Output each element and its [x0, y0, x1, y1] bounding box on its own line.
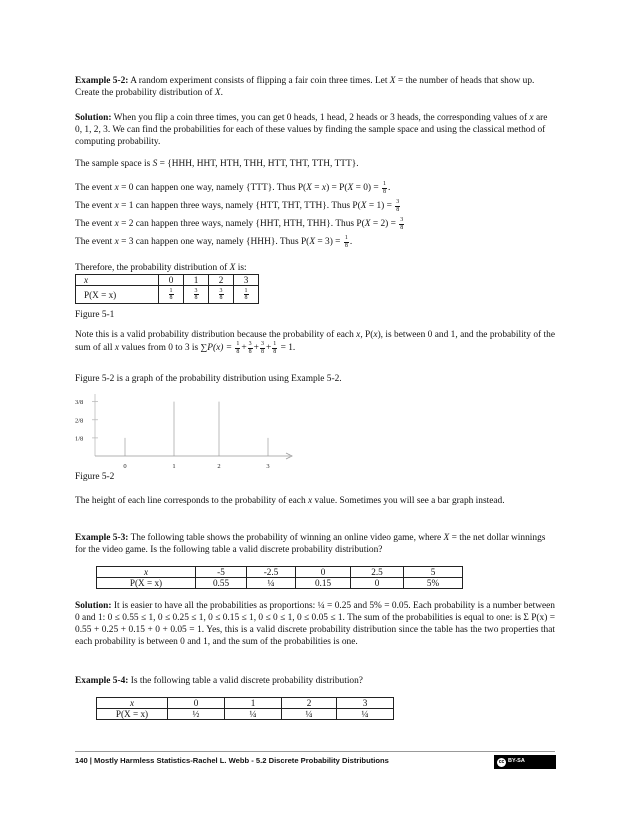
- denominator: 8: [396, 206, 400, 213]
- equals-one: = 1.: [280, 343, 296, 354]
- text: = 1 can happen three ways, namely {HTT, THT, TTH}. Thus P(: [118, 201, 361, 212]
- table-cell: ¼: [225, 709, 282, 720]
- table-cell: 3: [234, 275, 259, 286]
- denominator: 8: [273, 348, 277, 355]
- table-cell: ¼: [282, 709, 337, 720]
- example-5-4-paragraph: [75, 675, 555, 687]
- sum-expression: ∑P(x) =: [200, 343, 235, 354]
- text: values from 0 to 3 is: [119, 343, 201, 354]
- text: A random experiment consists of flipping a fair coin three times. Let: [128, 76, 390, 86]
- example-label: Example 5-3:: [75, 533, 129, 543]
- table-cell: 1: [225, 698, 282, 709]
- denominator: 8: [169, 295, 173, 301]
- var: X: [364, 219, 371, 230]
- var: x: [114, 237, 119, 248]
- var: X: [309, 237, 316, 248]
- text: = 0) =: [353, 183, 381, 194]
- probability-line-chart: [72, 392, 302, 478]
- table-cell: P(X = x): [97, 709, 168, 720]
- numerator: 1: [273, 341, 277, 348]
- var: x: [114, 201, 119, 212]
- text: = the number of heads that show up. Create the probability distribution of: [75, 76, 535, 99]
- table-cell: 0: [351, 578, 404, 589]
- table-cell: 0: [296, 567, 351, 578]
- text: are 0, 1, 2, 3. We can find the probabilities for each of these values by finding the sample space and using the classical method of computing probability.: [75, 113, 548, 148]
- table-cell: ¼: [247, 578, 296, 589]
- text: = 1) =: [366, 201, 395, 212]
- license-text: BY-SA: [508, 758, 525, 765]
- x-tick-label: 0: [123, 463, 127, 470]
- var: X: [389, 76, 396, 86]
- var: S: [152, 159, 158, 169]
- table-cell: 2: [209, 275, 234, 286]
- numerator: 3: [248, 341, 252, 348]
- table-cell: x: [76, 275, 159, 286]
- text: = {HHH, HHT, HTH, THH, HTT, THT, TTH, TTT}.: [157, 159, 359, 169]
- text: = 2) =: [370, 219, 399, 230]
- table-cell: 1: [184, 275, 209, 286]
- text: When you flip a coin three times, you can get 0 heads, 1 head, 2 heads or 3 heads, the corresponding values of: [111, 113, 530, 123]
- fraction: [219, 288, 224, 302]
- var: x: [321, 183, 327, 194]
- denominator: 8: [236, 348, 240, 355]
- example-5-2-paragraph: [75, 75, 555, 99]
- event-line: The event x = 0 can happen one way, namely {TTT}. Thus P(X = x) = P(X = 0) = $\frac{1}{8}$ .: [75, 181, 391, 195]
- sample-space-line: [75, 158, 359, 170]
- y-tick-label: 3/8: [75, 399, 84, 407]
- text: The sample space is: [75, 159, 153, 169]
- note-paragraph: [75, 329, 555, 355]
- solution-5-3-paragraph: [75, 600, 555, 648]
- text: = 0 can happen one way, namely {TTT}. Thus P(: [118, 183, 307, 194]
- var: X: [229, 263, 236, 273]
- figure-caption: Figure 5-2: [75, 472, 115, 482]
- table-cell: [234, 286, 259, 304]
- text: The following table shows the probability of winning an online video game, where: [128, 533, 444, 543]
- denominator: 8: [194, 295, 198, 301]
- denominator: 8: [400, 224, 404, 231]
- x-tick-label: 1: [172, 463, 176, 470]
- solution-label: Solution:: [75, 601, 112, 611]
- text: = 3) =: [315, 237, 343, 248]
- text: The event: [75, 201, 115, 212]
- numerator: 1: [383, 181, 386, 187]
- table-cell: ½: [168, 709, 225, 720]
- numerator: 1: [169, 287, 173, 294]
- denominator: 8: [219, 295, 223, 301]
- table-cell: 0.55: [196, 578, 247, 589]
- var: x: [114, 183, 119, 194]
- plus-sign: +: [253, 343, 259, 354]
- denominator: 8: [344, 242, 348, 249]
- numerator: 3: [396, 199, 400, 205]
- numerator: 3: [400, 217, 404, 223]
- var: X: [347, 183, 354, 194]
- solution-label: Solution:: [75, 113, 112, 123]
- numerator: 1: [344, 235, 348, 241]
- table-cell: 0: [159, 275, 184, 286]
- var: x: [308, 496, 313, 506]
- var: x: [356, 330, 361, 340]
- probability-table-5-4: [96, 697, 394, 720]
- table-cell: [159, 286, 184, 304]
- table-row: [97, 578, 463, 589]
- cc-license-badge[interactable]: [494, 755, 556, 769]
- event-line: [75, 199, 555, 217]
- text: = the net dollar winnings for the video game. Is the following table a valid discrete probability distribution?: [75, 533, 546, 556]
- table-cell: 0.15: [296, 578, 351, 589]
- var: x: [529, 113, 534, 123]
- text: = 2 can happen three ways, namely {HHT, HTH, THH}. Thus P(: [118, 219, 365, 230]
- fraction: [194, 288, 199, 302]
- text: is:: [235, 263, 247, 273]
- footer-text: 140 | Mostly Harmless Statistics-Rachel L. Webb - 5.2 Discrete Probability Distributions: [75, 756, 389, 765]
- table-cell: P(X = x): [76, 286, 159, 304]
- denominator: 8: [244, 295, 248, 301]
- table-cell: x: [97, 698, 168, 709]
- example-label: Example 5-2:: [75, 76, 129, 86]
- var: X: [443, 533, 450, 543]
- text: =: [311, 183, 322, 194]
- var: x: [373, 330, 378, 340]
- fraction: [235, 341, 240, 355]
- event-line: The event x = 3 can happen one way, namely {HHH}. Thus P(X = 3) = $\frac{1}{8}$ .: [75, 235, 353, 249]
- text: Is the following table a valid discrete probability distribution?: [128, 676, 363, 686]
- plus-sign: +: [241, 343, 247, 354]
- example-label: Example 5-4:: [75, 676, 129, 686]
- var: x: [114, 219, 119, 230]
- denominator: 8: [248, 348, 252, 355]
- fraction: [169, 288, 174, 302]
- var: X: [306, 183, 312, 194]
- numerator: 1: [244, 287, 248, 294]
- fraction: [395, 199, 400, 213]
- event-line: [75, 217, 555, 235]
- text: It is easier to have all the probabilities as proportions: ¼ = 0.25 and 5% = 0.05. Each probability is a number between 0 and 1: 0 ≤ 0.55 ≤ 1, 0 ≤ 0.25 ≤ 1, 0 ≤ 0.15 ≤ 1, 0 ≤ 0 ≤ 1, 0 ≤ 0.05 ≤ 1. The sum of the probabilities is equal to one: is Σ P(x) = 0.55 + 0.25 + 0.15 + 0 + 0.05 = 1. Yes, this is a valid discrete probability distribution since the table has the two properties that each probability is between 0 and 1, and the sum of the probabilities is one.: [75, 601, 555, 648]
- figure-intro: Figure 5-2 is a graph of the probability distribution using Example 5-2.: [75, 374, 342, 384]
- numerator: 1: [236, 341, 240, 348]
- footer-rule: [75, 751, 555, 752]
- denominator: 8: [383, 188, 386, 195]
- table-header-row: [97, 698, 394, 709]
- var: X: [360, 201, 367, 212]
- table-cell: 5: [404, 567, 463, 578]
- table-row: [97, 709, 394, 720]
- table-cell: 2: [282, 698, 337, 709]
- figure-caption: Figure 5-1: [75, 310, 115, 320]
- plus-sign: +: [265, 343, 272, 354]
- text: value. Sometimes you will see a bar graph instead.: [312, 496, 505, 506]
- table-cell: x: [97, 567, 196, 578]
- fraction: [399, 217, 404, 231]
- text: = 3 can happen one way, namely {HHH}. Thus P(: [118, 237, 310, 248]
- table-header-row: [76, 275, 259, 286]
- creative-commons-icon: cc: [498, 758, 505, 765]
- y-tick-label: 1/8: [75, 435, 84, 443]
- fraction: [244, 288, 249, 302]
- therefore-line: [75, 262, 247, 274]
- table-cell: P(X = x): [97, 578, 196, 589]
- table-cell: 3: [337, 698, 394, 709]
- table-cell: 2.5: [351, 567, 404, 578]
- fraction: [344, 235, 349, 249]
- example-5-3-paragraph: [75, 532, 555, 556]
- denominator: 8: [260, 348, 264, 355]
- x-tick-label: 3: [266, 463, 270, 470]
- numerator: 3: [194, 287, 198, 294]
- var: X: [214, 88, 221, 99]
- text: , P(: [360, 330, 374, 340]
- table-cell: ¼: [337, 709, 394, 720]
- y-tick-label: 2/8: [75, 417, 84, 425]
- table-cell: 5%: [404, 578, 463, 589]
- fraction: [272, 341, 277, 355]
- probability-table-5-1: [75, 274, 259, 304]
- text: The height of each line corresponds to the probability of each: [75, 496, 308, 506]
- probability-table-5-3: [96, 566, 463, 589]
- var: x: [114, 343, 120, 354]
- fraction: [260, 341, 265, 355]
- text: .: [220, 88, 223, 99]
- fraction: [382, 181, 387, 195]
- text: ) = P(: [326, 183, 348, 194]
- table-cell: -2.5: [247, 567, 296, 578]
- text: The event: [75, 183, 115, 194]
- x-tick-label: 2: [217, 463, 221, 470]
- table-header-row: [97, 567, 463, 578]
- solution-5-2-paragraph: [75, 112, 555, 148]
- text: ), is between 0 and 1, and the probability of the sum of all: [75, 330, 555, 354]
- height-note: [75, 495, 555, 507]
- table-cell: [184, 286, 209, 304]
- numerator: 3: [219, 287, 223, 294]
- table-cell: -5: [196, 567, 247, 578]
- numerator: 3: [260, 341, 264, 348]
- text: The event: [75, 219, 115, 230]
- text: The event: [75, 237, 115, 248]
- fraction: [248, 341, 253, 355]
- table-row: [76, 286, 259, 304]
- table-cell: [209, 286, 234, 304]
- event-list: [75, 181, 555, 253]
- text: Note this is a valid probability distribution because the probability of each: [75, 330, 357, 340]
- text: Therefore, the probability distribution of: [75, 263, 230, 273]
- table-cell: 0: [168, 698, 225, 709]
